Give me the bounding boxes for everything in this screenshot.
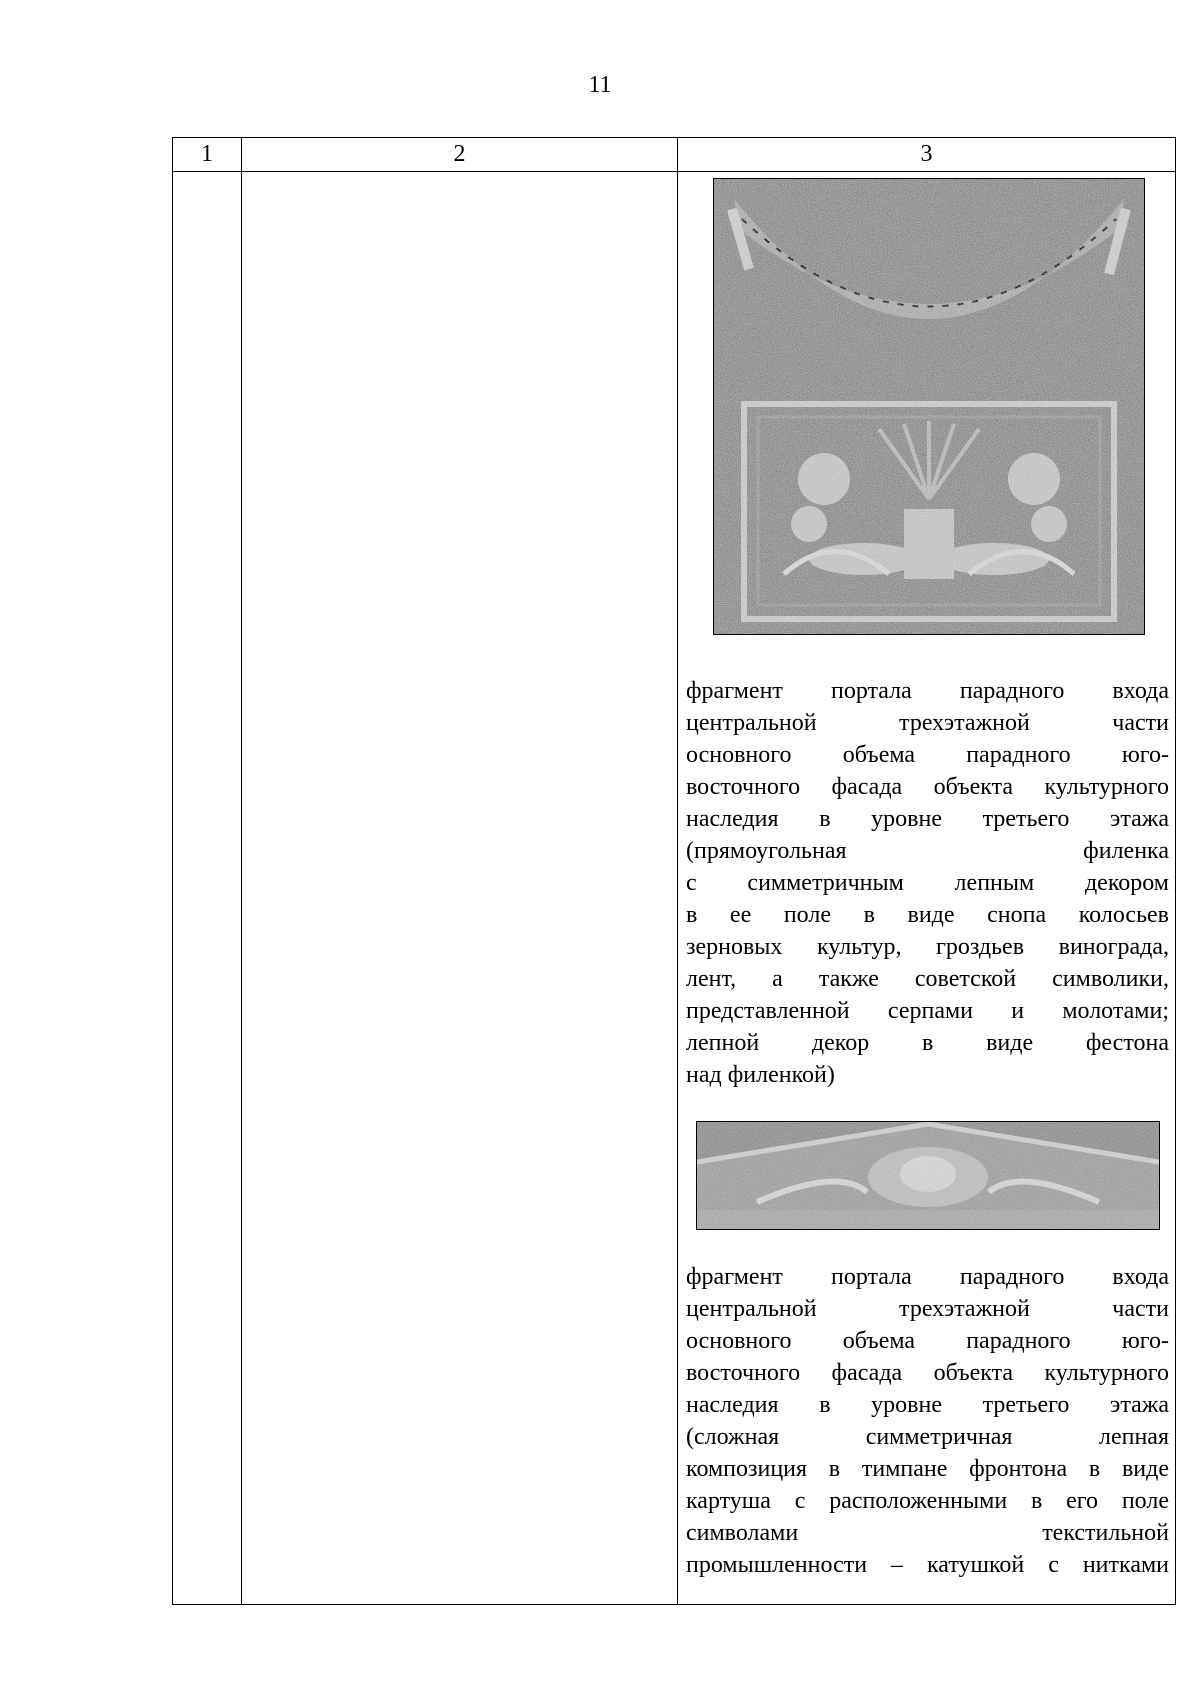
caption-line: в ее поле в виде снопа колосьев [686,902,1169,928]
caption-line: фрагмент портала парадного входа [686,678,1169,704]
table-header-row [173,138,1176,172]
caption-line: символами текстильной [686,1520,1169,1546]
caption-line: лент, а также советской символики, [686,966,1169,992]
portal-panel-photo [713,178,1145,635]
photo-caption-1 [686,675,1169,1091]
document-table [172,137,1176,1605]
caption-line: с симметричным лепным декором [686,870,1169,896]
caption-line: восточного фасада объекта культурного [686,1360,1169,1386]
pediment-photo [696,1121,1160,1230]
header-cell-3: 3 [678,138,1176,172]
page-number: 11 [588,72,612,98]
caption-line: восточного фасада объекта культурного [686,774,1169,800]
caption-line: картуша с расположенными в его поле [686,1488,1169,1514]
caption-line: (сложная симметричная лепная [686,1424,1169,1450]
table-row [173,172,1176,1605]
caption-line: зерновых культур, гроздьев винограда, [686,934,1169,960]
cell-col-2 [242,172,678,1605]
photo-caption-2 [686,1261,1169,1581]
caption-line: промышленности – катушкой с нитками [686,1552,1169,1578]
cell-col-1 [173,172,242,1605]
caption-line: основного объема парадного юго- [686,742,1169,768]
caption-line: центральной трехэтажной части [686,710,1169,736]
caption-line: основного объема парадного юго- [686,1328,1169,1354]
caption-line: наследия в уровне третьего этажа [686,1392,1169,1418]
header-cell-2: 2 [242,138,678,172]
caption-line: композиция в тимпане фронтона в виде [686,1456,1169,1482]
caption-line: над филенкой) [686,1062,835,1088]
caption-line: представленной серпами и молотами; [686,998,1169,1024]
caption-line: лепной декор в виде фестона [686,1030,1169,1056]
caption-line: фрагмент портала парадного входа [686,1264,1169,1290]
caption-line: (прямоугольная филенка [686,838,1169,864]
cell-col-3 [678,172,1176,1605]
caption-line: наследия в уровне третьего этажа [686,806,1169,832]
caption-line: центральной трехэтажной части [686,1296,1169,1322]
header-cell-1: 1 [173,138,242,172]
